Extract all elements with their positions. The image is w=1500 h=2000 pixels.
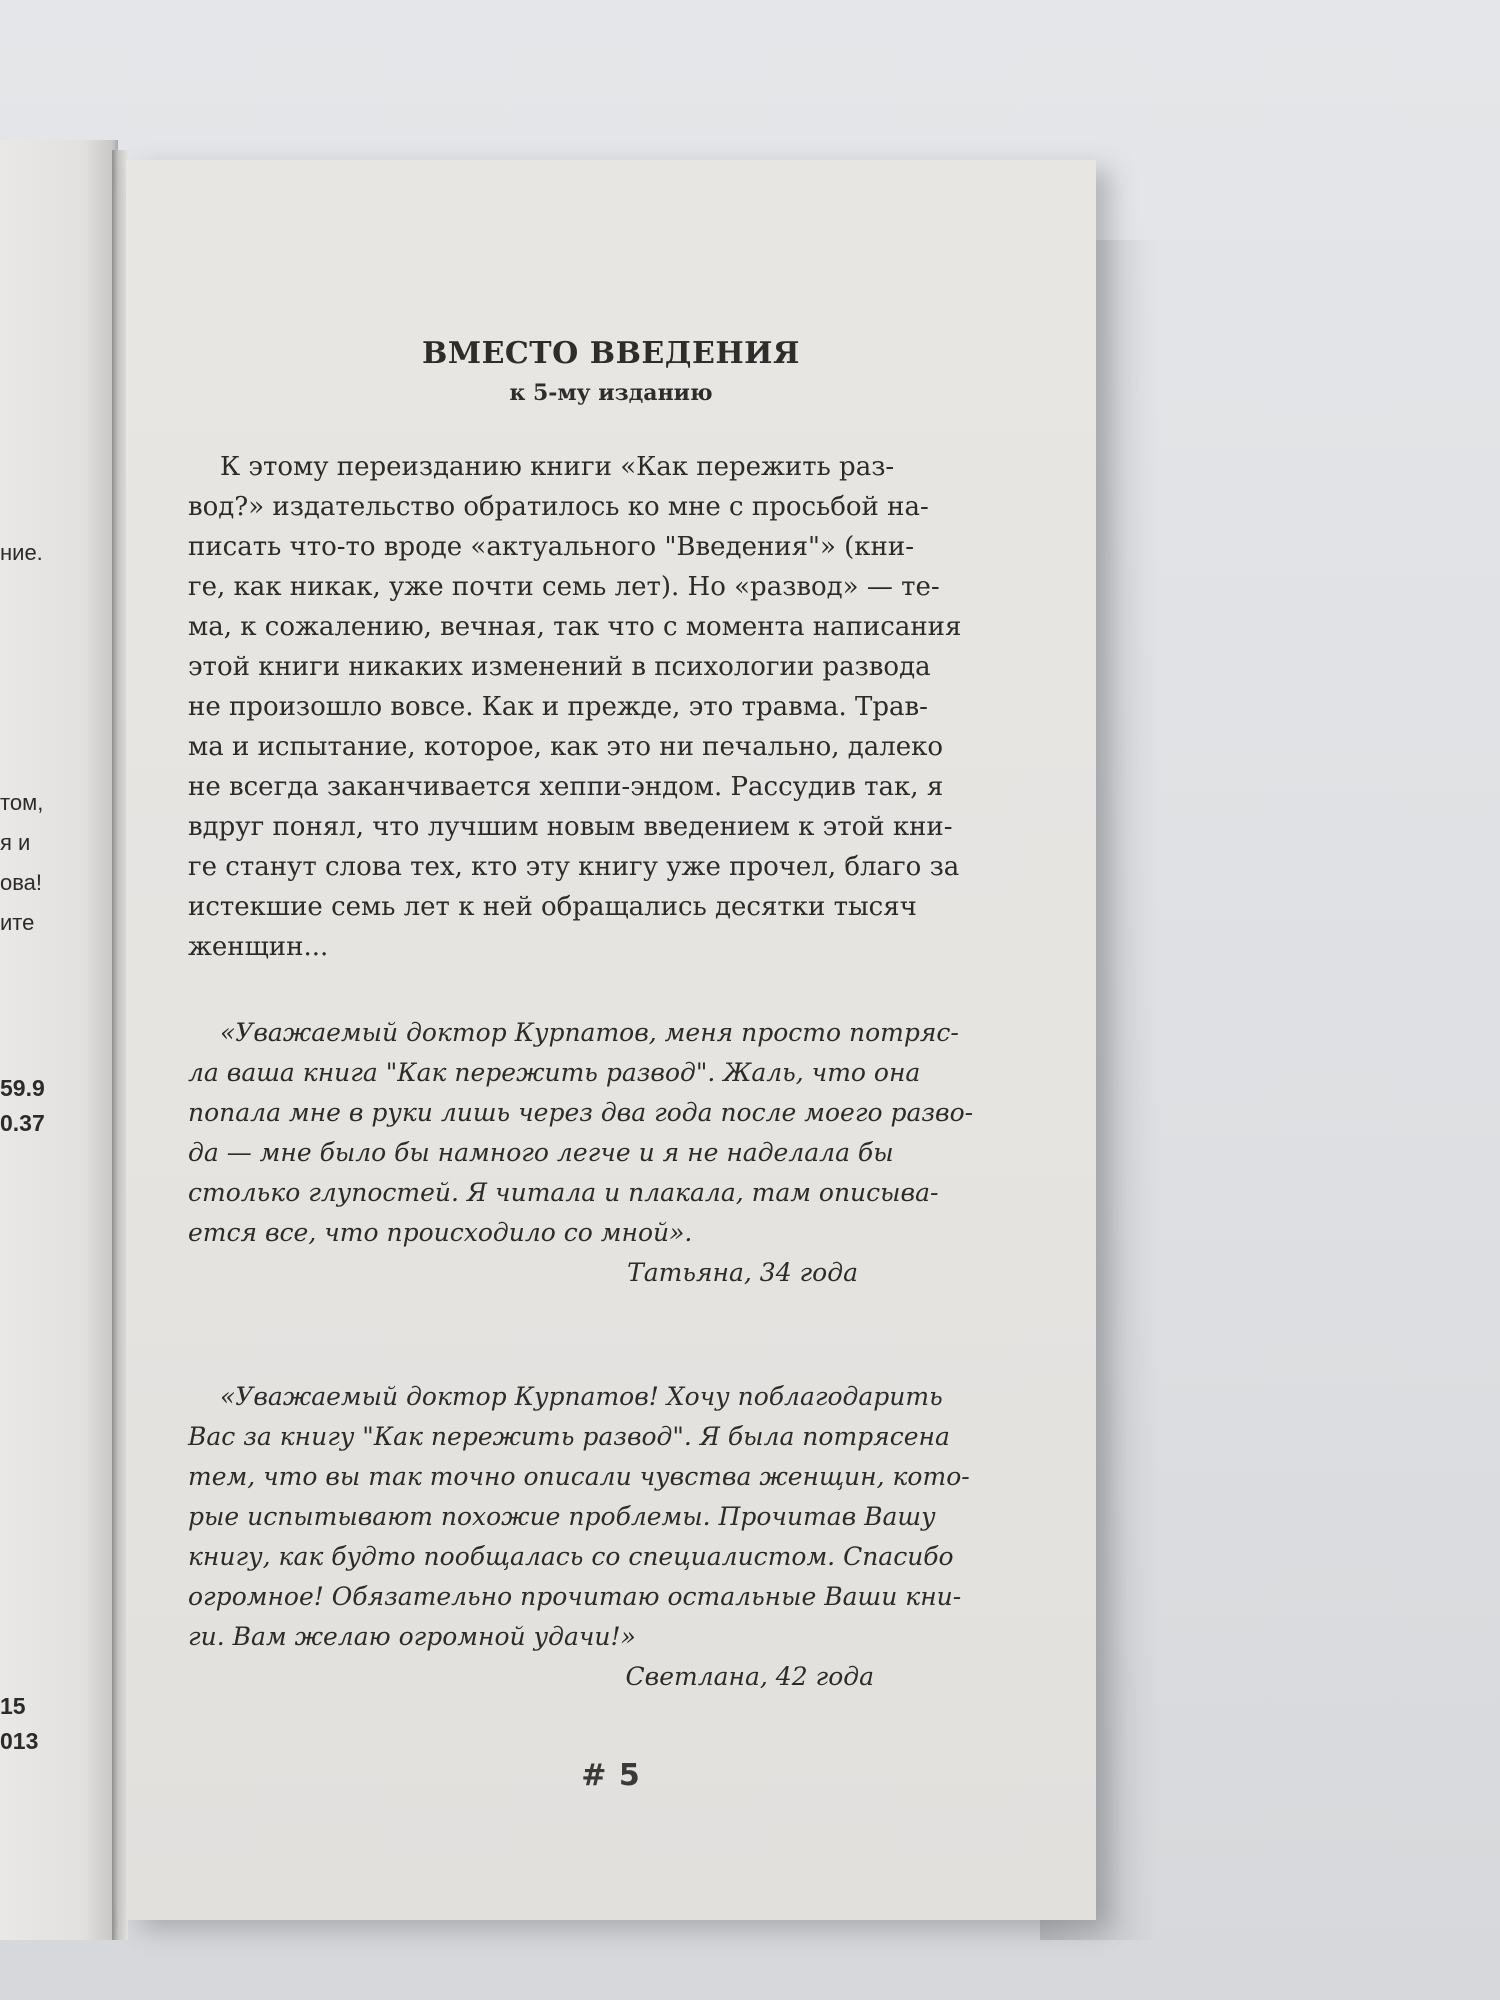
intro-line: ге станут слова тех, кто эту книгу уже прочел, благо за	[188, 852, 960, 882]
left-snippet: ова!	[0, 870, 43, 895]
intro-line: ма и испытание, которое, как это ни печально, далеко	[188, 732, 944, 762]
intro-line: вдруг понял, что лучшим новым введением к этой кни-	[188, 812, 953, 842]
intro-line: не всегда заканчивается хеппи-эндом. Рассудив так, я	[188, 772, 944, 802]
testimonial-line: попала мне в руки лишь через два года после моего разво-	[188, 1098, 974, 1127]
testimonial-line: книгу, как будто пообщалась со специалистом. Спасибо	[188, 1542, 954, 1571]
left-snippet: 59.9	[0, 1075, 45, 1101]
intro-line: вод?» издательство обратилось ко мне с просьбой на-	[188, 492, 929, 522]
testimonial-author: Светлана, 42 года	[625, 1662, 874, 1691]
left-snippet: 013	[0, 1728, 39, 1754]
testimonial-line: огромное! Обязательно прочитаю остальные Ваши кни-	[188, 1582, 962, 1611]
left-snippet: я и	[0, 830, 31, 855]
testimonial-line: Вас за книгу "Как пережить развод". Я была потрясена	[188, 1422, 950, 1451]
book-page	[126, 160, 1096, 1920]
intro-line: К этому переизданию книги «Как пережить раз-	[220, 452, 895, 482]
left-snippet: ние.	[0, 540, 43, 565]
testimonial-author: Татьяна, 34 года	[627, 1258, 858, 1287]
testimonial-line: «Уважаемый доктор Курпатов! Хочу поблагодарить	[220, 1382, 943, 1411]
intro-line: истекшие семь лет к ней обращались десятки тысяч	[188, 892, 917, 922]
intro-line: этой книги никаких изменений в психологии развода	[188, 652, 931, 682]
intro-line: не произошло вовсе. Как и прежде, это травма. Трав-	[188, 692, 928, 722]
intro-line: ма, к сожалению, вечная, так что с момента написания	[188, 612, 962, 642]
testimonial-line: «Уважаемый доктор Курпатов, меня просто потряс-	[220, 1018, 959, 1047]
left-snippet: ите	[0, 910, 35, 935]
testimonial-line: ги. Вам желаю огромной удачи!»	[188, 1622, 636, 1651]
intro-line: женщин...	[188, 932, 329, 962]
testimonial-line: столько глупостей. Я читала и плакала, там описыва-	[188, 1178, 939, 1207]
testimonial-line: рые испытывают похожие проблемы. Прочитав Вашу	[188, 1502, 936, 1531]
previous-page-edge	[0, 140, 118, 1940]
page-number: # 5	[581, 1758, 641, 1793]
left-snippet: 0.37	[0, 1110, 45, 1136]
testimonial-line: да — мне было бы намного легче и я не наделала бы	[188, 1138, 894, 1167]
chapter-subtitle: к 5-му изданию	[509, 380, 713, 406]
left-snippet: 15	[0, 1693, 26, 1719]
chapter-title: ВМЕСТО ВВЕДЕНИЯ	[422, 336, 800, 371]
testimonial-line: ла ваша книга "Как пережить развод". Жаль, что она	[188, 1058, 921, 1087]
intro-line: писать что-то вроде «актуального "Введения"» (кни-	[188, 532, 914, 562]
testimonial-line: тем, что вы так точно описали чувства женщин, кото-	[188, 1462, 970, 1491]
intro-line: ге, как никак, уже почти семь лет). Но «развод» — те-	[188, 572, 940, 602]
left-snippet: том,	[0, 790, 44, 815]
testimonial-line: ется все, что происходило со мной».	[188, 1218, 693, 1247]
